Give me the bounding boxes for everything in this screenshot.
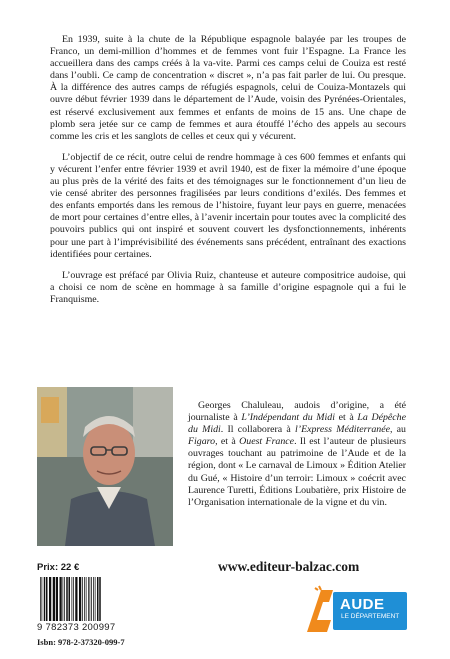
barcode-bar	[42, 577, 43, 621]
barcode-bar	[64, 577, 65, 621]
barcode-bar	[40, 577, 41, 621]
barcode-bar	[97, 577, 99, 621]
barcode-bar	[72, 577, 73, 621]
author-photo	[37, 387, 173, 546]
price-label: Prix: 22 €	[37, 562, 80, 573]
publisher-website[interactable]: www.editeur-balzac.com	[218, 559, 360, 574]
bio-text: Georges Chaluleau, audois d’origine, a été journaliste à	[188, 400, 406, 424]
barcode-bar	[90, 577, 91, 621]
barcode-bar	[91, 577, 92, 621]
barcode-bar	[95, 577, 96, 621]
synopsis-text	[50, 34, 406, 306]
author-portrait-image	[37, 387, 173, 546]
barcode-bar	[84, 577, 85, 621]
author-biography	[188, 400, 406, 509]
barcode-bar	[66, 577, 68, 621]
isbn-barcode	[37, 577, 155, 623]
bio-publication: Ouest France	[239, 436, 295, 448]
synopsis-paragraph-3: L’ouvrage est préfacé par Olivia Ruiz, chanteuse et auteure compositrice audoise, qui a choisi ce nom de scène en hommage à sa famille d’origine espagnole qui a fui le Franquisme.	[50, 269, 406, 305]
barcode-bar	[53, 577, 55, 621]
barcode-bar	[82, 577, 83, 621]
barcode-bar	[63, 577, 64, 621]
bio-publication: L’Indépendant du Midi	[241, 412, 335, 424]
barcode-bar	[88, 577, 89, 621]
barcode-bar	[56, 577, 58, 621]
barcode-bar	[44, 577, 46, 621]
bio-text: . Il est l’auteur de plusieurs ouvrages touchant au patrimoine de l’Aude et de la région, dont « Le carnaval de Limoux » Édition Atelier du Gué, « Histoire d’un terroir: Limoux » coécrit avec Laurence Turetti, Éditions Loubatière, prix Histoire de l’Organisation internationale de la vigne et du vin.	[188, 436, 407, 508]
bio-text: et à	[334, 412, 358, 424]
bio-publication: l’Express Méditerranée	[295, 424, 390, 436]
barcode-bar	[93, 577, 94, 621]
barcode-bar	[86, 577, 87, 621]
isbn-number: Isbn: 978-2-37320-099-7	[37, 637, 125, 647]
barcode-bar	[69, 577, 71, 621]
bio-publication: La Dépêche du Midi	[188, 412, 406, 436]
barcode-bar	[46, 577, 48, 621]
barcode-bar	[79, 577, 81, 621]
bio-text: . Il collaborera à	[220, 424, 296, 436]
synopsis-paragraph-2: L’objectif de ce récit, outre celui de rendre hommage à ces 600 femmes et enfants qui y vécurent l’enfer entre février 1939 et avril 1940, est de fixer la mémoire d’une époque au plus près de la vérité des faits et des témoignages sur le fonctionnement d’un lieu de vie censé abriter des personnes fragilisées par leurs conditions d’exilés. Des femmes et des enfants emportés dans les remous de l’histoire, fuyant leur pays en guerre, menacées de mort pour certaines d’entre elles, à l’avenir incertain pour toutes avec la complicité des pouvoirs publics qui ont inspiré et souvent couvert les dysfonctionnements, inhérents pour une part à l’imprévisibilité des événements sans précédent, entraînant des exactions identifiées pour certaines.	[50, 151, 406, 260]
bio-text: , au	[389, 424, 406, 436]
barcode-bar	[99, 577, 101, 621]
aude-logo-name: AUDE	[340, 596, 385, 613]
barcode-bar	[73, 577, 74, 621]
synopsis-paragraph-1: En 1939, suite à la chute de la République espagnole balayée par les troupes de Franco, un demi-million d’hommes et de femmes vont fuir l’Espagne. La France les accueillera dans des camps créés à la va-vite. Parmi ces camps celui de Couiza est resté dans l’oubli. Ce camp de concentration « discret », n’a pas fait parler de lui. Ou presque. À la différence des autres camps de réfugiés espagnols, celui de Couiza-Montazels qui ouvre début février 1939 dans le département de l’Aude, voisin des Pyrénées-Orientales, est réservé exclusivement aux femmes et enfants de moins de 15 ans. Une chape de plomb sera jetée sur ce camp de femmes et aura étouffé l’écho des appels au secours comme les cris et les sanglots de celles et ceux qui y vécurent.	[50, 34, 406, 142]
author-bio-paragraph	[188, 400, 406, 509]
bio-publication: Figaro	[188, 436, 216, 448]
barcode-digits: 9 782373 200997	[37, 622, 116, 633]
aude-logo-subtitle: LE DÉPARTEMENT	[341, 613, 400, 620]
barcode-bar	[49, 577, 51, 621]
bio-text: , et à	[215, 436, 240, 448]
barcode-bar	[75, 577, 77, 621]
barcode-bar	[60, 577, 62, 621]
